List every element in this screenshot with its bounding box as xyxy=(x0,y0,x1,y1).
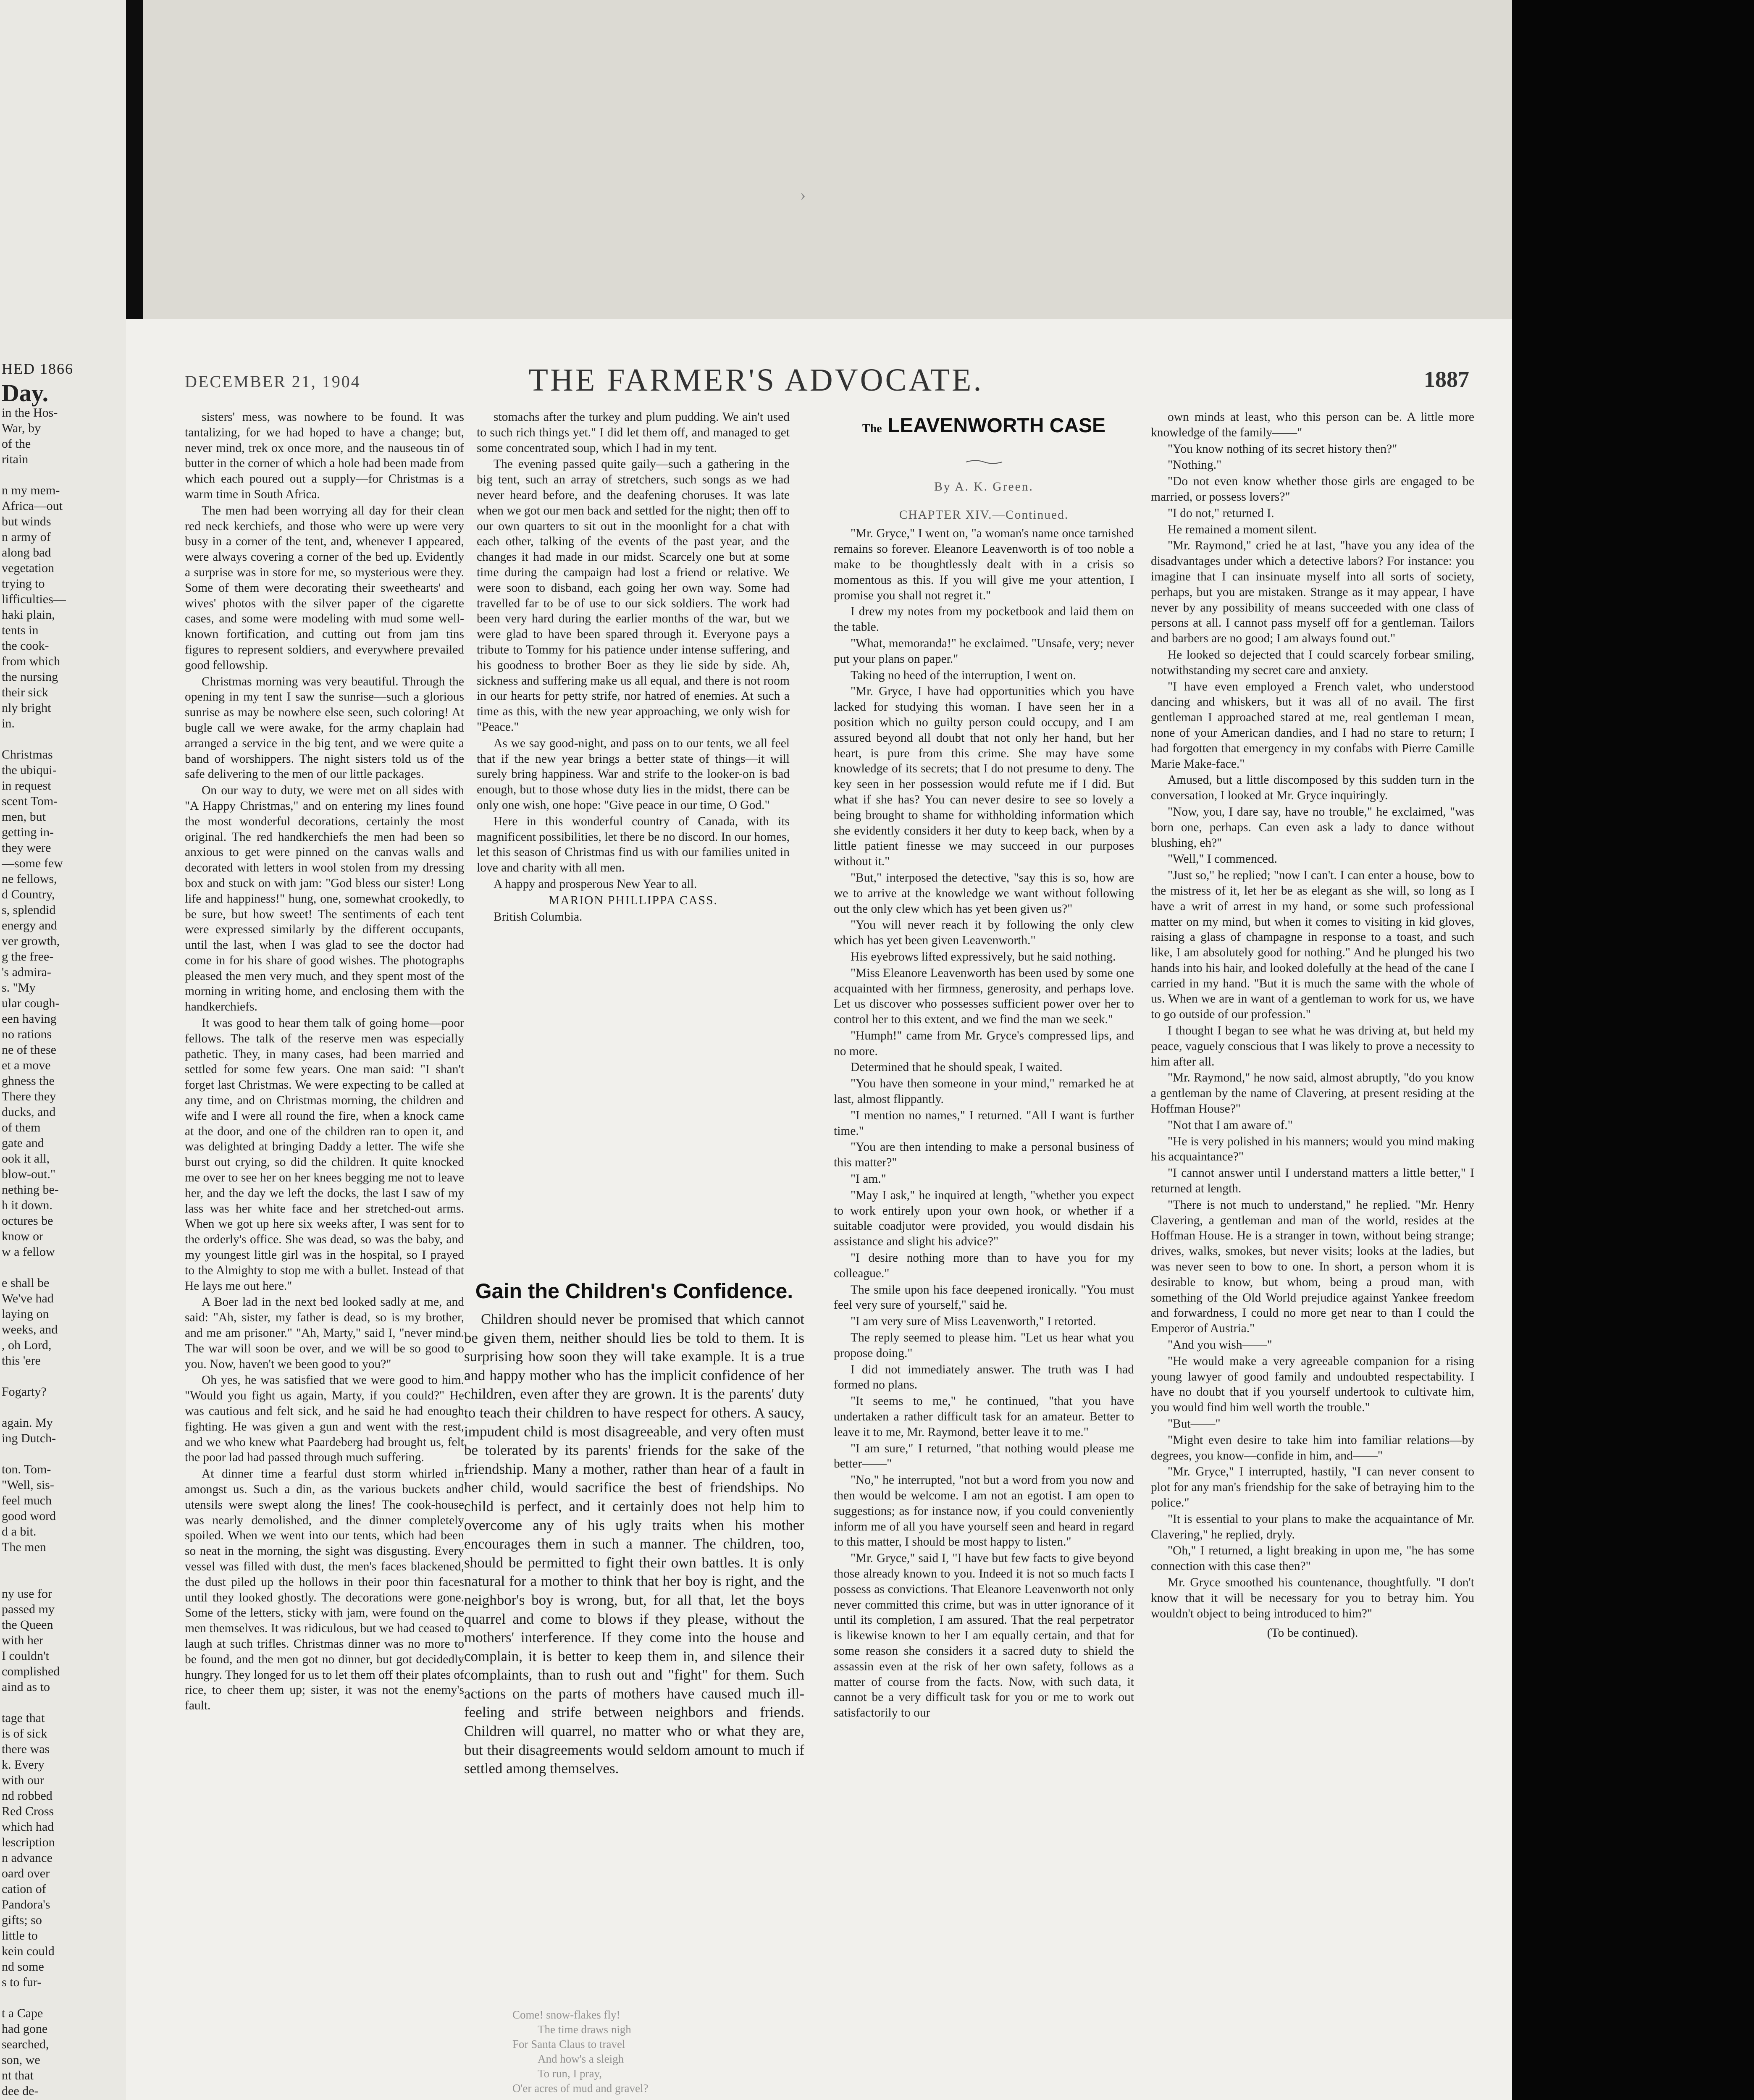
article-title: Gain the Children's Confidence. xyxy=(475,1279,793,1303)
previous-page-line: tents in xyxy=(2,623,39,637)
previous-page-line: d a bit. xyxy=(2,1525,37,1538)
previous-page-line: in. xyxy=(2,717,15,730)
author-place: British Columbia. xyxy=(494,910,583,924)
paragraph: A happy and prosperous New Year to all. xyxy=(494,877,697,891)
previous-page-line: Africa—out xyxy=(2,499,63,513)
previous-page-line: nething be- xyxy=(2,1183,59,1197)
paragraph: "I am." xyxy=(851,1172,886,1186)
paragraph: Oh yes, he was satisfied that we were good to him. "Would you fight us again, Marty, if you could?" He was cautious and felt sick, and he said he had enough fighting. He was given a gun and went with the rest, and we who knew what Paardeberg had brought us, felt the poor lad had passed through much suffering. xyxy=(185,1373,464,1465)
paragraph: The evening passed quite gaily—such a gathering in the big tent, such an array of stretchers, such songs as we had never heard before, and the deafening choruses. It was late when we got our men back and settled for the night; then off to our own quarters to sit out in the moonlight for a chat with each other, talking of the events of the past year, and the changes it had made in our midst. Scarcely one but at some time during the campaign had lost a friend or relative. We were soon to disband, each going her own way. Some had travelled far to be of use to our sick soldiers. The work had been very hard during the earlier months of the war, but we were glad to have been spared through it. Everyone pays a tribute to Tommy for his patience under intense suffering, and his goodness to brother Boer as they lie side by side. Ah, sickness and suffering make us all equal, and there is not room in our hearts for petty strife, nor hatred of enemies. At such a time as this, with the new year approaching, we only wish for "Peace." xyxy=(477,457,790,734)
previous-page-line: they were xyxy=(2,841,51,855)
paragraph: "You are then intending to make a personal business of this matter?" xyxy=(834,1140,1134,1170)
paragraph: "I desire nothing more than to have you for my colleague." xyxy=(834,1251,1134,1280)
previous-page-line: n my mem- xyxy=(2,483,60,497)
poem xyxy=(512,2008,773,2100)
paragraph: He remained a moment silent. xyxy=(1168,522,1317,536)
previous-page-line: ritain xyxy=(2,452,29,466)
previous-page-line: The men xyxy=(2,1540,46,1554)
previous-page-line: ne of these xyxy=(2,1043,56,1057)
previous-page-line: , oh Lord, xyxy=(2,1338,52,1352)
paragraph: "Just so," he replied; "now I can't. I can enter a house, bow to the mistress of it, let her be as elegant as she will, so long as I have a writ of arrest in my hand, or some such professional matter on my mind, but when it comes to visiting in kid gloves, raising a glass of champagne in response to a toast, and such like, I am absolutely good for nothing." And he plunged his two hands into his hair, and looked dolefully at the head of the cane I carried in my hand. "But it is much the same with the whole of us. When we are in want of a gentleman to work for us, we have to go outside of our profession." xyxy=(1151,869,1474,1021)
previous-page-line: s, splendid xyxy=(2,903,56,917)
previous-page-line: ducks, and xyxy=(2,1105,56,1119)
previous-page-line: g the free- xyxy=(2,950,54,963)
previous-page-line: again. My xyxy=(2,1416,53,1430)
previous-page-line: Fogarty? xyxy=(2,1385,47,1399)
paragraph: "Now, you, I dare say, have no trouble," he exclaimed, "was born one, perhaps. Can even ask a lady to dance without blushing, eh?" xyxy=(1151,805,1474,850)
paragraph: "Not that I am aware of." xyxy=(1168,1118,1293,1132)
previous-page-line: ny use for xyxy=(2,1587,52,1601)
previous-page-line: with our xyxy=(2,1773,44,1787)
previous-page-line: oard over xyxy=(2,1866,50,1880)
article-body xyxy=(464,1310,804,2100)
paragraph: The smile upon his face deepened ironically. "You must feel very sure of yourself," said he. xyxy=(834,1283,1134,1312)
previous-page-line: vegetation xyxy=(2,561,54,575)
paragraph: "You have then someone in your mind," remarked he at last, almost flippantly. xyxy=(834,1077,1134,1106)
previous-page-line: dee de- xyxy=(2,2084,39,2098)
paragraph: "Miss Eleanore Leavenworth has been used by some one acquainted with her firmness, generosity, and perhaps love. Let us discover who possesses sufficient power over her to control her to this extent, and we find the man we seek." xyxy=(834,966,1134,1026)
poem-line: To run, I pray, xyxy=(538,2067,602,2080)
page-date: DECEMBER 21, 1904 xyxy=(185,372,361,391)
previous-page-date: HED 1866 xyxy=(2,361,74,377)
previous-page-lines xyxy=(2,405,126,2100)
previous-page-line: scent Tom- xyxy=(2,794,58,808)
column-4-story xyxy=(1151,410,1474,2100)
previous-page-line: know or xyxy=(2,1229,44,1243)
masthead-title: THE FARMER'S ADVOCATE. xyxy=(528,362,984,398)
previous-page-line: in request xyxy=(2,779,51,793)
previous-page-line: kein could xyxy=(2,1944,55,1958)
paragraph: Taking no heed of the interruption, I went on. xyxy=(851,668,1076,682)
paragraph: "No," he interrupted, "not but a word from you now and then would be welcome. I am not an egotist. I am open to suggestions; as for instance now, if you could conveniently inform me of all you have yourself seen and heard in regard to this matter, I should be most happy to listen." xyxy=(834,1473,1134,1549)
previous-page-text xyxy=(2,361,126,2100)
previous-page-line: ton. Tom- xyxy=(2,1462,51,1476)
previous-page-line: ne fellows, xyxy=(2,872,57,886)
previous-page-line: along bad xyxy=(2,546,51,559)
previous-page-line: had gone xyxy=(2,2022,48,2036)
previous-page-line: n army of xyxy=(2,530,51,544)
previous-page-line: Pandora's xyxy=(2,1898,50,1911)
story-title xyxy=(834,414,1134,441)
previous-page-line: I couldn't xyxy=(2,1649,49,1663)
previous-page-line: energy and xyxy=(2,919,57,932)
paragraph: At dinner time a fearful dust storm whirled in amongst us. Such a din, as the various buckets and utensils were swept along the lines! The cook-house was nearly demolished, and the dinner completely spoiled. When we went into our tents, which had been so neat in the morning, the sight was disgusting. Every vessel was filled with dust, the men's faces blackened, the dust piled up the hollows in their poor thin faces until they looked ghostly. The decorations were gone. Some of the letters, sticky with jam, were found on the men themselves. It was ridiculous, but we had ceased to laugh at such trifles. Christmas dinner was no more to be found, and the men got no dinner, but got decidedly hungry. They longed for us to let them off their plates of rice, to cheer them up; sister, it was not the enemy's fault. xyxy=(185,1467,464,1713)
previous-page-line: haki plain, xyxy=(2,608,55,622)
previous-page-line: their sick xyxy=(2,685,48,699)
column-1 xyxy=(185,410,464,2100)
previous-page-line: ver growth, xyxy=(2,934,60,948)
previous-page-line: the Queen xyxy=(2,1618,53,1632)
column-2 xyxy=(477,410,790,1245)
paragraph: "I am sure," I returned, "that nothing would please me better——" xyxy=(834,1441,1134,1471)
poem-line: And how's a sleigh xyxy=(538,2053,624,2065)
previous-page-line: nd robbed xyxy=(2,1789,53,1803)
previous-page-line: —some few xyxy=(2,856,63,870)
paragraph: "May I ask," he inquired at length, "whether you expect to work entirely upon your own hook, or whether if a suitable coadjutor were provided, you would disdain his assistance and slight his advice?" xyxy=(834,1188,1134,1249)
previous-page-line: ook it all, xyxy=(2,1152,50,1166)
previous-page-line xyxy=(2,1399,126,1415)
previous-page-line: of them xyxy=(2,1121,41,1134)
previous-page-line: s to fur- xyxy=(2,1975,42,1989)
previous-page-line: searched, xyxy=(2,2037,49,2051)
paragraph: "He is very polished in his manners; would you mind making his acquaintance?" xyxy=(1151,1134,1474,1164)
poem-line: O'er acres of mud and gravel? xyxy=(512,2082,649,2095)
previous-page-line: there was xyxy=(2,1742,50,1756)
paragraph: stomachs after the turkey and plum pudding. We ain't used to such rich things yet." I did let them off, and managed to get some concentrated soup, which I had in my tent. xyxy=(477,410,790,455)
previous-page-line: ghness the xyxy=(2,1074,55,1088)
previous-page-line: no rations xyxy=(2,1027,52,1041)
paragraph: "Mr. Gryce," I went on, "a woman's name once tarnished remains so forever. Eleanore Leavenworth is of too noble a make to be thoughtlessly dealt with in a crisis so momentous as this. If you will give me your attention, I promise you shall not regret it." xyxy=(834,527,1134,602)
previous-page-line: War, by xyxy=(2,421,41,435)
previous-page-line: d Country, xyxy=(2,887,55,901)
previous-page-line: of the xyxy=(2,437,31,451)
previous-page-line: the ubiqui- xyxy=(2,763,57,777)
previous-page-line: good word xyxy=(2,1509,56,1523)
previous-page-line: trying to xyxy=(2,577,45,591)
previous-page-heading: Day. xyxy=(2,379,49,407)
paragraph: A Boer lad in the next bed looked sadly at me, and said: "Ah, sister, my father is dead, so is my brother, and me am prisoner." "Ah, Marty," said I, "never mind. The war will soon be over, and we will be so good to you. Now, haven't we been good to you?" xyxy=(185,1295,464,1371)
paragraph: I did not immediately answer. The truth was I had formed no plans. xyxy=(834,1362,1134,1392)
previous-page-line: men, but xyxy=(2,810,46,824)
previous-page-line xyxy=(2,1446,126,1462)
paragraph: "There is not much to understand," he replied. "Mr. Henry Clavering, a gentleman and man of the world, resides at the Hoffman House. He is a stranger in town, without being strange; drives, walks, smokes, but never visits; looks at the ladies, but was never seen to bow to one. In short, a person whom it is desirable to know, but whom, being a proud man, with something of the Old World prejudice against Yankee freedom and forwardness, I could no more get near to than I could the Emperor of Austria." xyxy=(1151,1198,1474,1336)
paragraph: "Well," I commenced. xyxy=(1168,852,1277,866)
previous-page-line xyxy=(2,467,126,483)
poem-line: The time draws nigh xyxy=(538,2023,631,2036)
paragraph: On our way to duty, we were met on all sides with "A Happy Christmas," and on entering my lines found the most wonderful decorations, certainly the most original. The red handkerchiefs the men had been so anxious to get were pinned on the canvas walls and decorated with letters in wool stolen from my dressing box and stuck on with jam: "God bless our sister! Long life and happiness!" hung, one, somewhat crookedly, to be sure, but how sweet! The sentiments of each tent were expressed similarly by the different occupants, until the last, when I was glad to see the doctor had come in for his share of good wishes. The photographs pleased the men very much, and they spent most of the morning in writing home, and enclosing them with the handkerchiefs. xyxy=(185,784,464,1014)
poem-line: For Santa Claus to travel xyxy=(512,2038,625,2050)
previous-page-line: There they xyxy=(2,1089,56,1103)
paragraph: Amused, but a little discomposed by this sudden turn in the conversation, I looked at Mr. Gryce inquiringly. xyxy=(1151,773,1474,803)
ornament-divider xyxy=(834,454,1134,469)
previous-page-line xyxy=(2,1260,126,1275)
paragraph: "I cannot answer until I understand matters a little better," I returned at length. xyxy=(1151,1166,1474,1196)
paragraph: "Mr. Gryce," said I, "I have but few facts to give beyond those already known to you. Indeed it is not so much facts I possess as convictions. That Eleanore Leavenworth not only never committed this crime, but was in utter ignorance of it until its completion, I am assured. That the real perpetrator is likewise known to her I am equally certain, and that for some reason she considers it a sacred duty to shield the assassin even at the risk of her own safety, follows as a matter of course from the facts. Now, with such data, it cannot be a very difficult task for you or me to work out satisfactorily to our xyxy=(834,1551,1134,1720)
previous-page-line: from which xyxy=(2,654,60,668)
previous-page-line: tage that xyxy=(2,1711,45,1725)
paragraph: "What, memoranda!" he exclaimed. "Unsafe, very; never put your plans on paper." xyxy=(834,636,1134,666)
paragraph: "But——" xyxy=(1168,1417,1221,1431)
previous-page-line: the cook- xyxy=(2,639,49,653)
previous-page-line: in the Hos- xyxy=(2,406,58,420)
previous-page-line: nd some xyxy=(2,1960,44,1974)
previous-page-line: getting in- xyxy=(2,825,54,839)
article-gain-childrens-confidence xyxy=(464,1279,804,2100)
previous-page-line: h it down. xyxy=(2,1198,53,1212)
paragraph: sisters' mess, was nowhere to be found. It was tantalizing, for we had hoped to have a change; but, never mind, trek ox once more, and the nauseous tin of butter in the corner of which a hole had been made from which each poured out a supply—for Christmas is a warm time in South Africa. xyxy=(185,410,464,501)
previous-page-line: gifts; so xyxy=(2,1913,42,1927)
previous-page-line: feel much xyxy=(2,1494,52,1507)
byline: By A. K. Green. xyxy=(934,480,1034,494)
page-number: 1887 xyxy=(1424,367,1469,392)
previous-page-line: lescription xyxy=(2,1835,55,1849)
paragraph: As we say good-night, and pass on to our tents, we all feel that if the new year brings a better state of things—it will surely bring happiness. War and strife to the looker-on is bad enough, but to those whose duty lies in the midst, there can be only one wish, one hope: "Give peace in our time, O God." xyxy=(477,736,790,812)
previous-page-line: et a move xyxy=(2,1058,51,1072)
previous-page-line: laying on xyxy=(2,1307,49,1321)
previous-page-line xyxy=(2,1990,126,2006)
paragraph: "Humph!" came from Mr. Gryce's compressed lips, and no more. xyxy=(834,1029,1134,1058)
previous-page-line: s. "My xyxy=(2,981,36,995)
paragraph: "You will never reach it by following the only clew which has yet been given Leavenworth." xyxy=(834,918,1134,948)
previous-page-line: passed my xyxy=(2,1602,55,1616)
previous-page-line: octures be xyxy=(2,1214,53,1228)
paragraph: "He would make a very agreeable companion for a rising young lawyer of good family and undoubted respectability. I have no doubt that if you yourself undertook to cultivate him, you would find him well worth the trouble." xyxy=(1151,1354,1474,1415)
poem-line xyxy=(512,2096,773,2100)
poem-line: Come! snow-flakes fly! xyxy=(512,2008,620,2021)
paragraph: "It seems to me," he continued, "that you have undertaken a rather difficult task for an amateur. Better to leave it to me, Mr. Raymond, better leave it to me." xyxy=(834,1394,1134,1439)
paragraph: "I mention no names," I returned. "All I want is further time." xyxy=(834,1108,1134,1138)
previous-page-line: w a fellow xyxy=(2,1245,55,1259)
paragraph: "I have even employed a French valet, who understood dancing and whiskers, but it was all of no avail. The first gentleman I approached stared at me, real gentleman I mean, none of your American dandies, and I had no stare to return; I had forgotten that emergency in my confabs with Pierre Camille Marie Make-face." xyxy=(1151,680,1474,771)
paragraph: It was good to hear them talk of going home—poor fellows. The talk of the reserve men was especially pathetic. They, in many cases, had been married and settled for some few years. One man said: "I shan't forget last Christmas. We were expecting to be called at any time, and on Christmas morning, the children and wife and I were all round the fire, when a knock came at the door, and one of the children ran to open it, and was delighted at bringing Daddy a letter. The wife she burst out crying, so did the children. It quite knocked me over to see her on her knees begging me not to leave her, and the day we left the docks, the last I saw of my lass was her white face and her stretched-out arms. When we got up here six weeks after, I was sent for to the orderly's office. She was dead, so was the baby, and my youngest little girl was in the hospital, so I prayed to the Almighty to stop me with a bullet. Instead of that He lays me out here." xyxy=(185,1016,464,1293)
paragraph: "Mr. Raymond," cried he at last, "have you any idea of the disadvantages under which a detective labors? For instance: you imagine that I can insinuate myself into all sorts of society, perhaps, but you are mistaken. Strange as it may appear, I have never by any possibility of means succeeded with one class of persons at all. I cannot pass myself off for a gentleman. Tailors and barbers are no good; I am always found out." xyxy=(1151,539,1474,646)
paragraph: His eyebrows lifted expressively, but he said nothing. xyxy=(851,950,1116,963)
paragraph: The men had been worrying all day for their clean red neck kerchiefs, and those who were up were very busy in a corner of the tent, and, whenever I appeared, were always covering a corner of the bed up. Evidently a surprise was in store for me, so mysterious were they. Some of them were decorating their sweethearts' and wives' photos with the silver paper of the cigarette cases, and some were modeling with mud some well-known fortification, and cutting out from jam tins figures to represent soldiers, and everywhere prevailed good fellowship. xyxy=(185,504,464,672)
paragraph: "It is essential to your plans to make the acquaintance of Mr. Clavering," he replied, dryly. xyxy=(1151,1512,1474,1541)
previous-page-line xyxy=(2,1368,126,1384)
scan-mark: › xyxy=(800,185,806,204)
previous-page-line xyxy=(2,1555,126,1570)
previous-page-edge xyxy=(0,0,126,2100)
previous-page-line: 's admira- xyxy=(2,965,51,979)
paragraph: "Oh," I returned, a light breaking in upon me, "he has some connection with this case then?" xyxy=(1151,1544,1474,1573)
story-title-article: The xyxy=(862,422,882,435)
to-be-continued: (To be continued). xyxy=(1267,1626,1358,1640)
previous-page-line: little to xyxy=(2,1929,38,1942)
previous-page-line: ing Dutch- xyxy=(2,1431,56,1445)
previous-page-line: blow-out." xyxy=(2,1167,56,1181)
previous-page-line: but winds xyxy=(2,514,51,528)
previous-page-line: n advance xyxy=(2,1851,53,1865)
paragraph: "Might even desire to take him into familiar relations—by degrees, you know—confide in him, and——" xyxy=(1151,1433,1474,1462)
paragraph: "Mr. Raymond," he now said, almost abruptly, "do you know a gentleman by the name of Clavering, at present residing at the Hoffman House?" xyxy=(1151,1071,1474,1116)
author-signature: MARION PHILLIPPA CASS. xyxy=(549,893,718,907)
paragraph: "But," interposed the detective, "say this is so, how are we to arrive at the knowledge we want without following out the only clew which has yet been given us?" xyxy=(834,871,1134,916)
paragraph: Children should never be promised that which cannot be given them, neither should lies be told to them. It is surprising how soon they will take example. It is a true and happy mother who has the implicit confidence of her children, even after they are grown. It is the parents' duty to teach their children to have respect for others. A saucy, impudent child is most disagreeable, and very often must be tolerated by its parents' friends for the sake of the friendship. Many a mother, rather than hear of a fault in her child, would sacrifice the best of friendships. No child is perfect, and it certainly does not help him to overcome any of his ugly traits when his mother encourages them in such a manner. The children, too, should be permitted to fight their own battles. It is only natural for a mother to think that her boy is right, and the neighbor's boy is wrong, but, for all that, let the boys quarrel and come to blows if they please, without the mothers' interference. If they come into the house and complain, it is better to keep them in, and silence their complaints, than to rush out and "fight" for them. Such actions on the parts of mothers have caused much ill-feeling and strife between neighbors and friends. Children will quarrel, no matter who or what they are, but their disagreements would seldom amount to much if settled among themselves. xyxy=(464,1311,804,1777)
chapter-heading: CHAPTER XIV.—Continued. xyxy=(899,508,1069,522)
paragraph: own minds at least, who this person can be. A little more knowledge of the family——" xyxy=(1151,410,1474,439)
previous-page-line: complished xyxy=(2,1664,60,1678)
previous-page-line: Red Cross xyxy=(2,1804,54,1818)
previous-page-line: nly bright xyxy=(2,701,51,715)
previous-page-line: gate and xyxy=(2,1136,44,1150)
previous-page-line xyxy=(2,1695,126,1710)
paragraph: "I do not," returned I. xyxy=(1168,506,1274,520)
paragraph: He looked so dejected that I could scarcely forbear smiling, notwithstanding my secret care and anxiety. xyxy=(1151,648,1474,677)
scan-border-right xyxy=(1512,0,1754,2100)
paragraph: Determined that he should speak, I waited. xyxy=(851,1060,1063,1074)
paragraph: "Mr. Gryce," I interrupted, hastily, "I can never consent to plot for any man's friendship for the sake of betraying him to the police." xyxy=(1151,1465,1474,1509)
paragraph: I thought I began to see what he was driving at, but held my peace, vaguely conscious that I was likely to prove a necessity to him after all. xyxy=(1151,1024,1474,1068)
paragraph: "And you wish——" xyxy=(1168,1338,1272,1352)
previous-page-line: with her xyxy=(2,1633,44,1647)
paragraph: The reply seemed to please him. "Let us hear what you propose doing." xyxy=(834,1331,1134,1360)
previous-page-line: e shall be xyxy=(2,1276,50,1290)
previous-page-line: ular cough- xyxy=(2,996,60,1010)
previous-page-line: nt that xyxy=(2,2068,34,2082)
paragraph: "I am very sure of Miss Leavenworth," I retorted. xyxy=(851,1315,1096,1328)
previous-page-line: which had xyxy=(2,1820,54,1834)
previous-page-line: weeks, and xyxy=(2,1323,58,1336)
paragraph: Mr. Gryce smoothed his countenance, thoughtfully. "I don't know that it will be necessary for you to betray him. You wouldn't object to being introduced to him?" xyxy=(1151,1575,1474,1620)
previous-page-line: t a Cape xyxy=(2,2006,43,2020)
paragraph: Here in this wonderful country of Canada, with its magnificent possibilities, let there be no discord. In our homes, let this season of Christmas find us with our families united in love and charity with all men. xyxy=(477,814,790,875)
previous-page-line: is of sick xyxy=(2,1727,47,1740)
previous-page-line: the nursing xyxy=(2,670,58,684)
previous-page-line: "Well, sis- xyxy=(2,1478,54,1492)
story-title-text: LEAVENWORTH CASE xyxy=(887,415,1106,437)
previous-page-line: We've had xyxy=(2,1292,54,1305)
previous-page-line: k. Every xyxy=(2,1758,45,1772)
paragraph: Christmas morning was very beautiful. Through the opening in my tent I saw the sunrise—such a glorious sunrise as may be nowhere else seen, such coloring! At bugle call we were awake, for the army chaplain had arranged a service in the big tent, and we were quite a band of worshippers. The night sisters told us of the safe delivering to the men of our little packages. xyxy=(185,675,464,781)
previous-page-line: cation of xyxy=(2,1882,46,1896)
paragraph: "Do not even know whether those girls are engaged to be married, or possess lovers?" xyxy=(1151,475,1474,504)
previous-page-line: Christmas xyxy=(2,748,53,761)
previous-page-line: een having xyxy=(2,1012,57,1026)
previous-page-line: son, we xyxy=(2,2053,40,2067)
column-3-story xyxy=(834,414,1134,2100)
previous-page-line: this 'ere xyxy=(2,1354,41,1368)
paragraph: "You know nothing of its secret history then?" xyxy=(1168,442,1397,456)
previous-page-line xyxy=(2,1570,126,1586)
previous-page-line xyxy=(2,731,126,747)
paragraph: "Nothing." xyxy=(1168,458,1222,472)
previous-page-line: lifficulties— xyxy=(2,592,66,606)
previous-page-line: aind as to xyxy=(2,1680,50,1694)
paragraph: I drew my notes from my pocketbook and laid them on the table. xyxy=(834,605,1134,634)
paragraph: "Mr. Gryce, I have had opportunities which you have lacked for studying this woman. I have seen her in a position which no guilty person could occupy, and I am assured beyond all doubt that not only her hand, but her heart, is pure from this crime. She may have some knowledge of its secrets; that I do not presume to deny. The key seen in her possession would refute me if I did. But what if she has? You can never desire to see so lovely a being brought to shame for withholding information which she evidently considers it her duty to keep back, when by a little patient finesse we may succeed in our purposes without it." xyxy=(834,685,1134,869)
